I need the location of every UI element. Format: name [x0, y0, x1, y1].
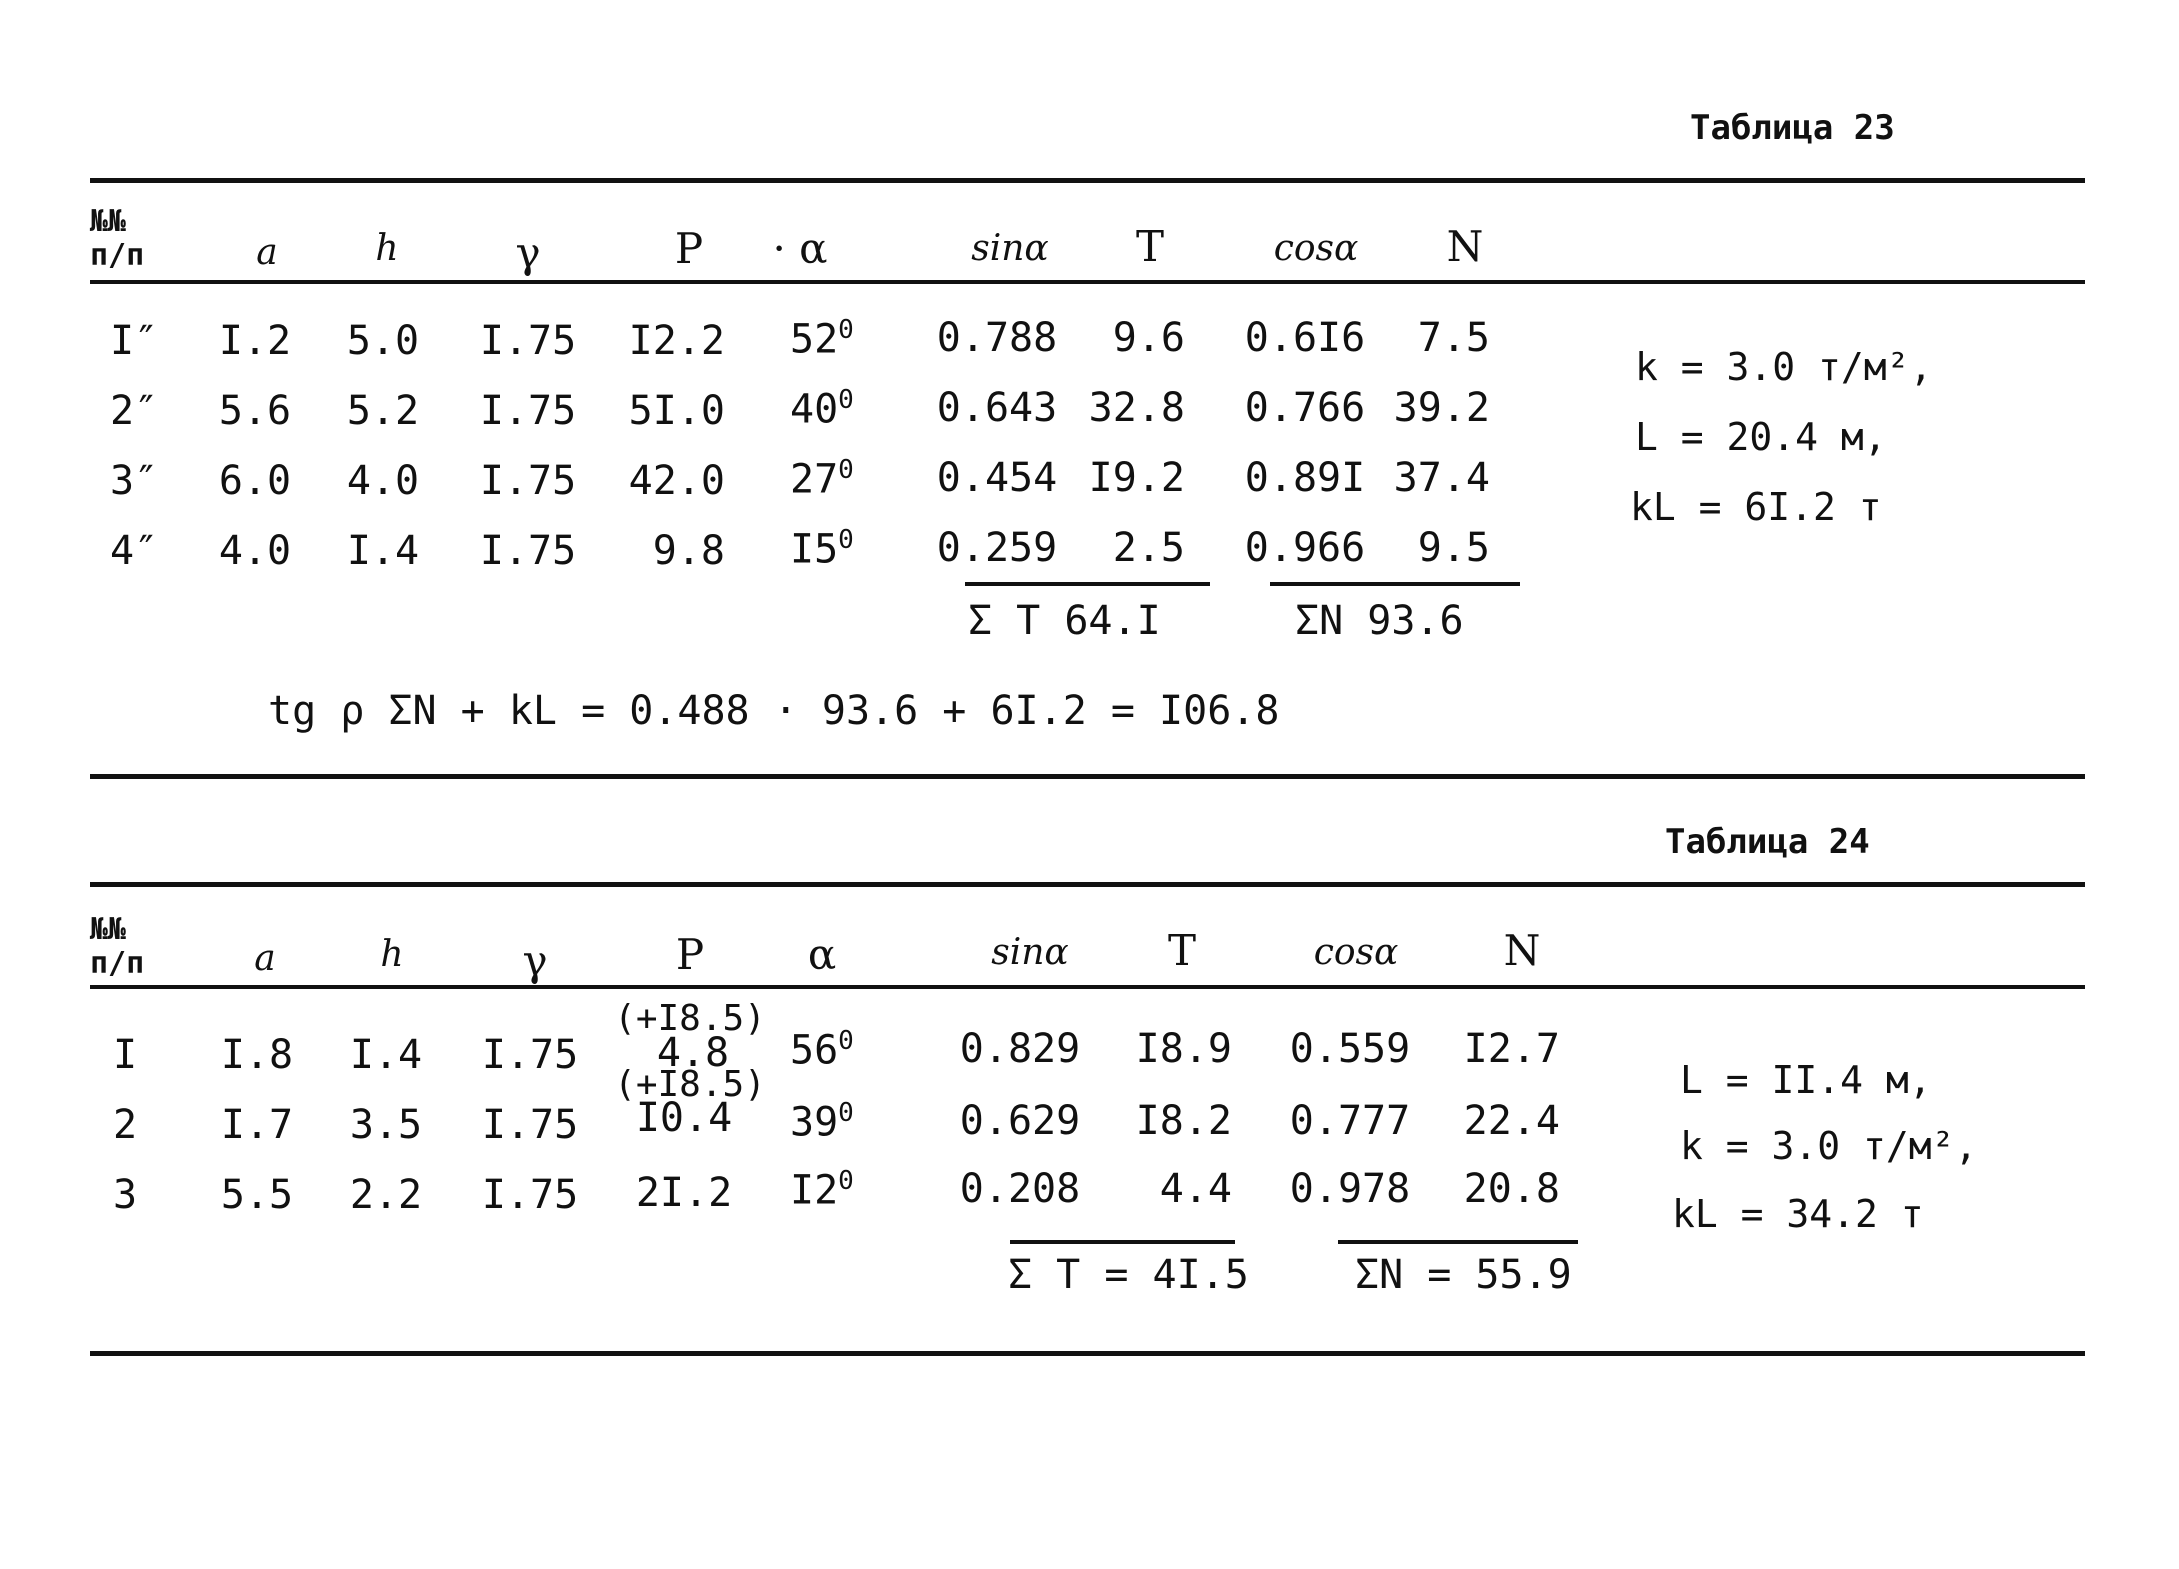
table-24-sum-t: Σ T = 4I.5 [1008, 1252, 1249, 1298]
cell-p: 42.0 [628, 458, 725, 504]
cell-cos: 0.766 [1244, 385, 1366, 431]
cell-n: 22.4 [1463, 1098, 1560, 1144]
table-24-header-cos: cosα [1313, 932, 1399, 973]
table-24-header-h: h [380, 934, 404, 975]
cell-p-note: (+I8.5) [614, 1064, 766, 1105]
cell-alpha [790, 525, 854, 572]
table-24-header-a: a [254, 938, 276, 979]
cell-t: I8.9 [1135, 1026, 1232, 1072]
cell-cos: 0.777 [1289, 1098, 1411, 1144]
cell-a: I.2 [218, 318, 292, 364]
header-pp: п/п [90, 946, 145, 981]
cell-h: 3.5 [349, 1102, 423, 1148]
row-number: I [113, 1032, 138, 1078]
cell-alpha [790, 1098, 854, 1145]
sum-n-overline [1270, 582, 1520, 586]
table-24-sum-n: ΣN = 55.9 [1355, 1252, 1572, 1298]
row-number: 3″ [110, 458, 159, 504]
row-number: I″ [110, 318, 159, 364]
cell-cos: 0.966 [1244, 525, 1366, 571]
sum-t-overline [965, 582, 1210, 586]
cell-cos: 0.559 [1289, 1026, 1411, 1072]
cell-p: I0.4 [635, 1095, 733, 1141]
cell-t: 2.5 [1112, 525, 1185, 571]
cell-gamma: I.75 [479, 458, 577, 504]
alpha-value: 39 [790, 1099, 839, 1146]
cell-t: 9.6 [1112, 315, 1185, 361]
table-23-header-n: N [1446, 222, 1484, 271]
table-24-side-k: k = 3.0 т/м², [1680, 1124, 1978, 1168]
degree-mark: 0 [838, 385, 854, 415]
cell-h: I.4 [349, 1032, 423, 1078]
cell-p: 5I.0 [628, 388, 725, 434]
table-23-caption: Таблица 23 [1690, 108, 1895, 148]
cell-n: 20.8 [1463, 1166, 1560, 1212]
table-24-header-sin: sinα [991, 932, 1069, 973]
degree-mark: 0 [838, 455, 854, 485]
cell-n: 9.5 [1417, 525, 1490, 571]
cell-gamma: I.75 [481, 1102, 579, 1148]
table-23-header-rule [90, 280, 2085, 284]
cell-p: 4.8 [656, 1030, 730, 1076]
row-number: 4″ [110, 528, 159, 574]
table-24-caption: Таблица 24 [1665, 822, 1870, 862]
table-24-header-number [90, 913, 144, 981]
table-23-header-h: h [375, 228, 399, 269]
cell-a: I.7 [220, 1102, 294, 1148]
table-23-sum-t: Σ T 64.I [968, 598, 1161, 644]
cell-n: 7.5 [1417, 315, 1490, 361]
table-24-header-n: N [1503, 926, 1541, 975]
cell-h: 2.2 [349, 1172, 423, 1218]
cell-sin: 0.829 [959, 1026, 1081, 1072]
degree-mark: 0 [838, 315, 854, 345]
cell-sin: 0.643 [936, 385, 1058, 431]
table-23-formula: tg ρ ΣN + kL = 0.488 · 93.6 + 6I.2 = I06.8 [268, 688, 1280, 734]
cell-cos: 0.6I6 [1244, 315, 1366, 361]
degree-mark: 0 [838, 525, 854, 555]
cell-gamma: I.75 [481, 1172, 579, 1218]
cell-p: 9.8 [652, 528, 725, 574]
cell-sin: 0.629 [959, 1098, 1081, 1144]
cell-n: 37.4 [1393, 455, 1490, 501]
cell-sin: 0.208 [959, 1166, 1081, 1212]
cell-n: 39.2 [1393, 385, 1490, 431]
table-23-header-t: T [1135, 222, 1165, 271]
cell-alpha [790, 1166, 854, 1213]
header-number-sign: №№ [90, 912, 127, 947]
header-number-sign: №№ [90, 204, 127, 239]
table-24-header-rule [90, 985, 2085, 989]
cell-p: I2.2 [628, 318, 725, 364]
degree-mark: 0 [838, 1166, 854, 1196]
cell-t: I9.2 [1088, 455, 1185, 501]
cell-a: 4.0 [218, 528, 292, 574]
table-24-header-gamma: γ [522, 936, 548, 985]
cell-a: 5.6 [218, 388, 292, 434]
cell-cos: 0.978 [1289, 1166, 1411, 1212]
degree-mark: 0 [838, 1098, 854, 1128]
alpha-value: I2 [790, 1167, 839, 1214]
table-23-header-sin: sinα [971, 228, 1049, 269]
row-number: 2″ [110, 388, 159, 434]
table-23-top-rule [90, 178, 2085, 183]
cell-a: 6.0 [218, 458, 292, 504]
table-24-bottom-rule [90, 1351, 2085, 1356]
table-24-side-kl: kL = 34.2 т [1672, 1192, 1924, 1236]
cell-a: I.8 [220, 1032, 294, 1078]
alpha-value: I5 [790, 526, 839, 573]
cell-sin: 0.788 [936, 315, 1058, 361]
cell-n: I2.7 [1463, 1026, 1560, 1072]
cell-sin: 0.259 [936, 525, 1058, 571]
cell-gamma: I.75 [481, 1032, 579, 1078]
row-number: 3 [113, 1172, 138, 1218]
table-23-header-gamma: γ [515, 228, 541, 277]
cell-sin: 0.454 [936, 455, 1058, 501]
cell-h: I.4 [346, 528, 420, 574]
cell-gamma: I.75 [479, 388, 577, 434]
cell-h: 5.2 [346, 388, 420, 434]
cell-cos: 0.89I [1244, 455, 1366, 501]
cell-h: 4.0 [346, 458, 420, 504]
cell-p-note: (+I8.5) [614, 998, 766, 1039]
section-divider-rule [90, 774, 2085, 779]
table-24-header-t: T [1167, 926, 1197, 975]
cell-gamma: I.75 [479, 318, 577, 364]
cell-t: 4.4 [1159, 1166, 1232, 1212]
cell-t: 32.8 [1088, 385, 1185, 431]
table-23-header-alpha: · α [772, 224, 828, 273]
table-23-side-kl: kL = 6I.2 т [1630, 485, 1882, 529]
alpha-value: 52 [790, 316, 839, 363]
table-23-header-number [90, 205, 144, 273]
table-24-side-l: L = II.4 м, [1680, 1058, 1932, 1102]
header-pp: п/п [90, 238, 145, 273]
table-23-header-cos: cosα [1273, 228, 1359, 269]
cell-p: 2I.2 [635, 1170, 733, 1216]
cell-h: 5.0 [346, 318, 420, 364]
table-23-sum-n: ΣN 93.6 [1295, 598, 1464, 644]
cell-a: 5.5 [220, 1172, 294, 1218]
table-24-header-alpha: α [807, 930, 837, 979]
alpha-value: 56 [790, 1027, 839, 1074]
table-23-header-p: P [674, 224, 704, 273]
cell-gamma: I.75 [479, 528, 577, 574]
sum-n-overline [1338, 1240, 1578, 1244]
degree-mark: 0 [838, 1026, 854, 1056]
row-number: 2 [113, 1102, 138, 1148]
cell-alpha [790, 385, 854, 432]
alpha-value: 27 [790, 456, 839, 503]
table-24-top-rule [90, 882, 2085, 887]
table-23-header-a: a [256, 232, 278, 273]
table-23-side-l: L = 20.4 м, [1635, 415, 1887, 459]
table-23-side-k: k = 3.0 т/м², [1635, 345, 1933, 389]
sum-t-overline [1010, 1240, 1235, 1244]
alpha-value: 40 [790, 386, 839, 433]
cell-alpha [790, 1026, 854, 1073]
cell-t: I8.2 [1135, 1098, 1232, 1144]
cell-alpha [790, 315, 854, 362]
cell-alpha [790, 455, 854, 502]
table-24-header-p: P [675, 930, 705, 979]
